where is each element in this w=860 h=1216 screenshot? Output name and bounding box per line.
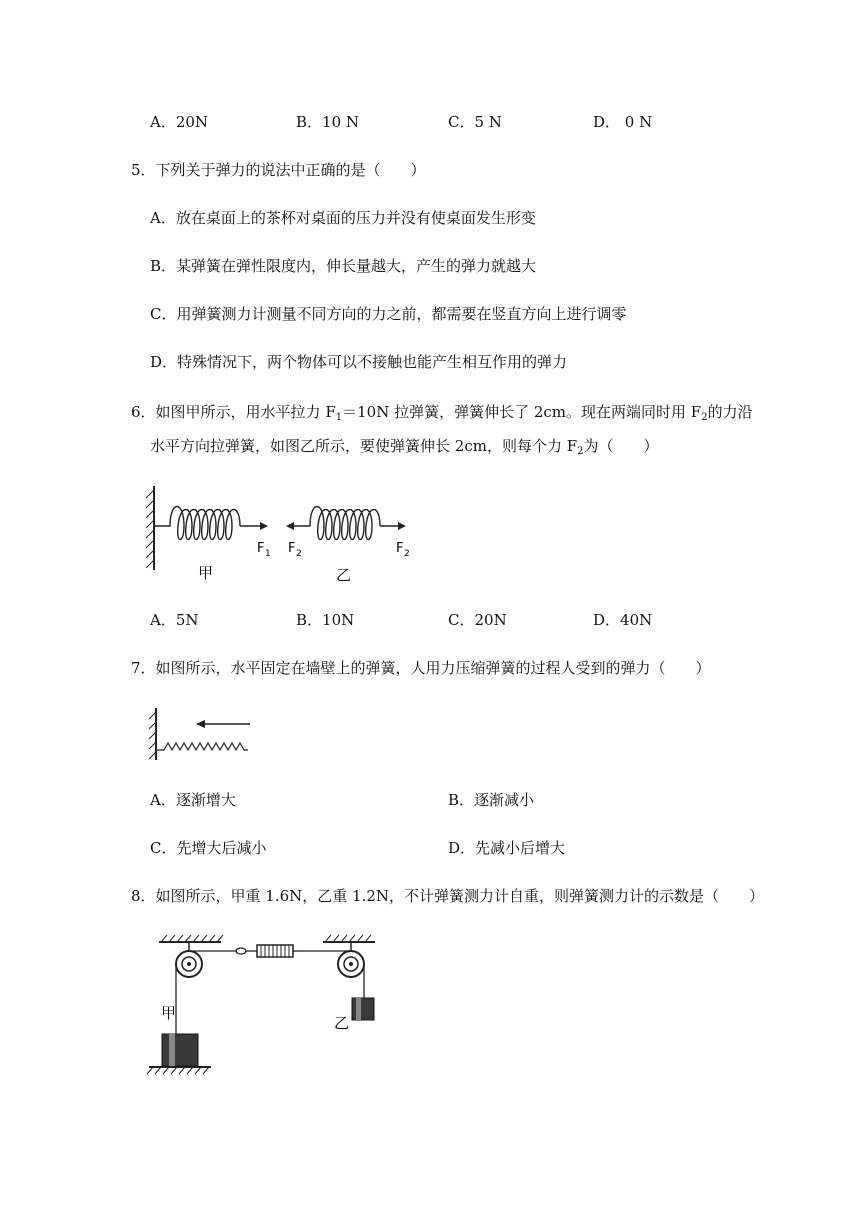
- q6-stem-line2: 水平方向拉弹簧，如图乙所示，要使弹簧伸长 2cm，则每个力 $F_2$为（ ）: [150, 437, 659, 457]
- q5-option-c: C．用弹簧测力计测量不同方向的力之前，都需要在竖直方向上进行调零: [150, 305, 627, 323]
- spring-yi: [310, 507, 380, 540]
- q5-option-d: D．特殊情况下，两个物体可以不接触也能产生相互作用的弹力: [150, 353, 568, 371]
- q7-option-a: A．逐渐增大: [150, 791, 236, 809]
- arrow-f1: [260, 522, 268, 530]
- right-ceiling-hatching: [325, 935, 371, 942]
- q6-option-b: B．10N: [296, 611, 355, 629]
- q5-option-b: B．某弹簧在弹性限度内，伸长量越大，产生的弹力就越大: [150, 257, 537, 275]
- q7-stem: 7．如图所示，水平固定在墙壁上的弹簧，人用力压缩弹簧的过程人受到的弹力（ ）: [131, 659, 711, 677]
- q6-option-d: D．40N: [593, 611, 653, 629]
- label-f2-left-sub: 2: [296, 549, 302, 559]
- spring-jia: [154, 507, 240, 540]
- arrow-push: [196, 720, 205, 728]
- q7-spring-figure: [148, 706, 258, 764]
- spring-scale: [257, 945, 293, 957]
- q5-option-a: A．放在桌面上的茶杯对桌面的压力并没有使桌面发生形变: [150, 209, 536, 227]
- q6-option-c: C．20N: [448, 611, 507, 629]
- block-yi: [352, 998, 374, 1020]
- compressed-spring: [156, 743, 248, 750]
- q6-stem-line1: 6．如图甲所示，用水平拉力 $F_1=10N$ 拉弹簧，弹簧伸长了 2cm。现在两端同时用 $F_2$的力沿: [131, 403, 753, 423]
- q4-option-d: D． 0 N: [593, 113, 653, 131]
- wall-hatching: [146, 490, 154, 568]
- q5-stem: 5．下列关于弹力的说法中正确的是（ ）: [131, 161, 426, 179]
- label-f1: F: [257, 541, 265, 556]
- block-jia: [162, 1034, 198, 1066]
- label-jia: 甲: [161, 1004, 177, 1022]
- arrow-f2-right: [398, 522, 406, 530]
- q7-option-b: B．逐渐减小: [448, 791, 535, 809]
- label-f1-sub: 1: [265, 549, 271, 559]
- label-yi: 乙: [334, 1014, 350, 1032]
- label-jia: 甲: [198, 564, 214, 582]
- wall-hatching: [149, 712, 156, 759]
- q4-option-b: B．10 N: [296, 113, 360, 131]
- label-f2-left: F: [288, 541, 296, 556]
- q8-stem: 8．如图所示，甲重 1.6N，乙重 1.2N，不计弹簧测力计自重，则弹簧测力计的示数是（ ）: [131, 887, 765, 905]
- q4-option-a: A．20N: [150, 113, 209, 131]
- left-ceiling-hatching: [161, 935, 223, 942]
- q7-option-c: C．先增大后减小: [150, 839, 267, 857]
- label-f2-right: F: [396, 541, 404, 556]
- q6-spring-figure: [140, 478, 440, 588]
- ground-hatching: [147, 1067, 209, 1074]
- q4-option-c: C．5 N: [448, 113, 502, 131]
- q8-pulley-figure: [145, 930, 385, 1080]
- label-f2-right-sub: 2: [404, 549, 410, 559]
- q7-option-d: D．先减小后增大: [448, 839, 566, 857]
- label-yi: 乙: [336, 566, 352, 584]
- q6-option-a: A．5N: [150, 611, 199, 629]
